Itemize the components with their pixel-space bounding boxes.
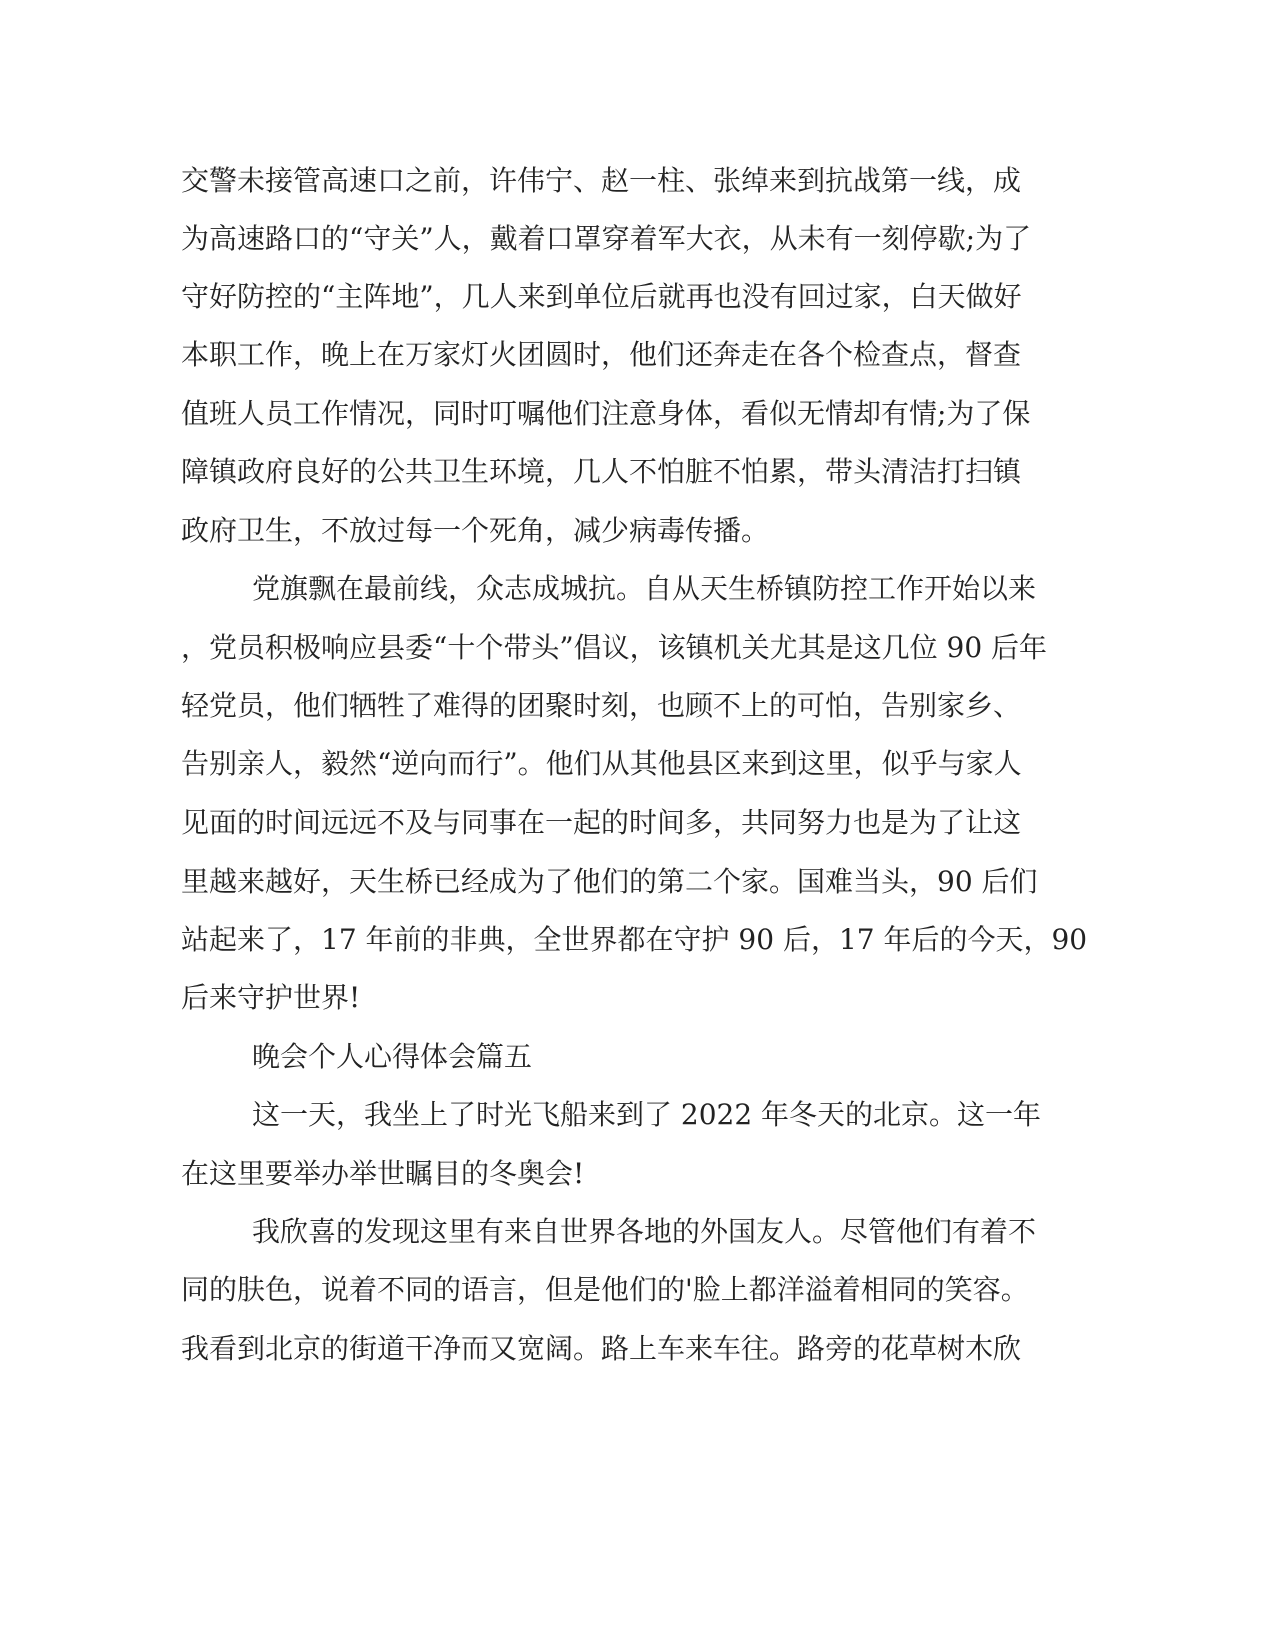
text-line: 轻党员，他们牺牲了难得的团聚时刻，也顾不上的可怕，告别家乡、 <box>181 689 1022 722</box>
text-line: 在这里要举办举世瞩目的冬奥会! <box>181 1157 585 1190</box>
text-line: ，党员积极响应县委“十个带头”倡议，该镇机关尤其是这几位 90 后年 <box>181 631 1048 664</box>
text-line: 告别亲人，毅然“逆向而行”。他们从其他县区来到这里，似乎与家人 <box>181 747 1022 780</box>
text-line: 守好防控的“主阵地”，几人来到单位后就再也没有回过家，白天做好 <box>181 280 1022 313</box>
text-line: 为高速路口的“守关”人，戴着口罩穿着军大衣，从未有一刻停歇;为了 <box>181 222 1032 255</box>
paragraph-first-line: 党旗飘在最前线，众志成城抗。自从天生桥镇防控工作开始以来 <box>252 572 1037 605</box>
paragraph-first-line: 这一天，我坐上了时光飞船来到了 2022 年冬天的北京。这一年 <box>252 1098 1042 1131</box>
text-line: 站起来了，17 年前的非典，全世界都在守护 90 后，17 年后的今天，90 <box>181 923 1088 956</box>
text-line: 后来守护世界! <box>181 981 361 1014</box>
text-line: 障镇政府良好的公共卫生环境，几人不怕脏不怕累，带头清洁打扫镇 <box>181 455 1022 488</box>
text-line: 见面的时间远远不及与同事在一起的时间多，共同努力也是为了让这 <box>181 806 1022 839</box>
section-heading: 晚会个人心得体会篇五 <box>252 1040 533 1073</box>
text-line: 里越来越好，天生桥已经成为了他们的第二个家。国难当头，90 后们 <box>181 865 1038 898</box>
text-line: 本职工作，晚上在万家灯火团圆时，他们还奔走在各个检查点，督查 <box>181 338 1022 371</box>
text-line: 同的肤色，说着不同的语言，但是他们的'脸上都洋溢着相同的笑容。 <box>181 1273 1029 1306</box>
paragraph-first-line: 我欣喜的发现这里有来自世界各地的外国友人。尽管他们有着不 <box>252 1215 1037 1248</box>
text-line: 交警未接管高速口之前，许伟宁、赵一柱、张绰来到抗战第一线，成 <box>181 164 1022 197</box>
text-line: 我看到北京的街道干净而又宽阔。路上车来车往。路旁的花草树木欣 <box>181 1332 1022 1365</box>
text-line: 政府卫生，不放过每一个死角，减少病毒传播。 <box>181 514 770 547</box>
text-line: 值班人员工作情况，同时叮嘱他们注意身体，看似无情却有情;为了保 <box>181 397 1031 430</box>
